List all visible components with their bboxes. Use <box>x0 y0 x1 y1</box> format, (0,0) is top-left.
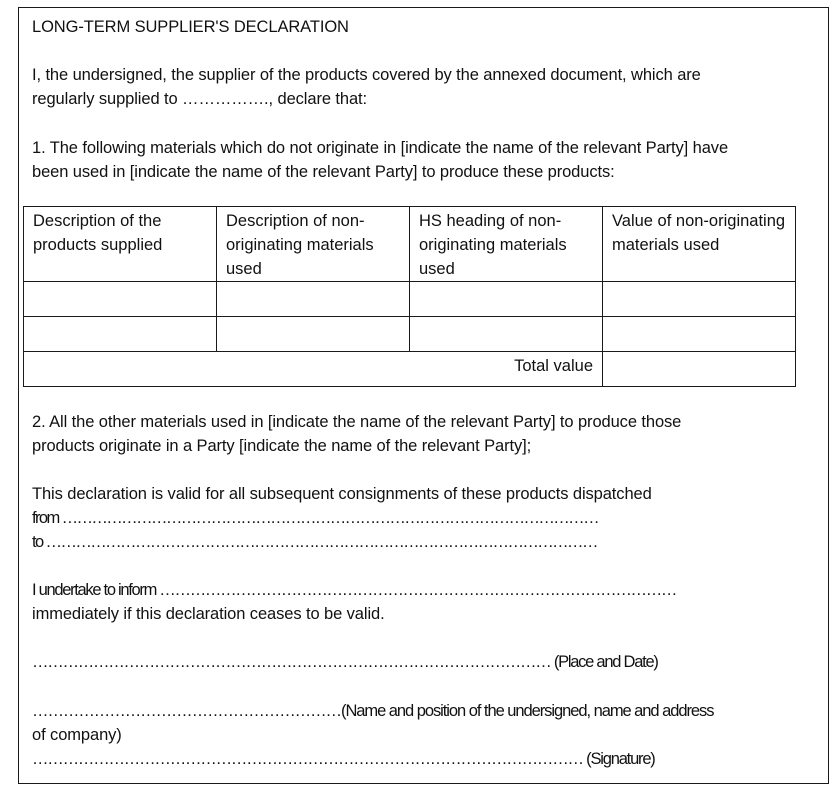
clause1-text-line2: been used in [indicate the name of the relevant Party] to produce these products: <box>32 163 615 181</box>
table-cell[interactable] <box>217 317 410 352</box>
inform-recipient-field[interactable]: I undertake to inform ………………………………………………………………………………………… <box>32 581 677 599</box>
materials-table <box>23 206 796 387</box>
table-cell[interactable] <box>603 317 796 352</box>
undertake-text: immediately if this declaration ceases to be valid. <box>32 605 385 623</box>
name-position-text: of company) <box>32 726 122 744</box>
header-hs-heading: HS heading of non-originating materials used <box>410 207 603 282</box>
intro-text-line2: regularly supplied to ……………., declare that: <box>32 90 368 108</box>
place-and-date-field[interactable]: ………………………………………………………………………………………… (Place and Date) <box>32 653 658 671</box>
clause2-text-line1: 2. All the other materials used in [indicate the name of the relevant Party] to produce those <box>32 413 682 431</box>
to-date-field[interactable]: to ………………………………………………………………………………………………… <box>32 533 597 551</box>
document-title: LONG-TERM SUPPLIER'S DECLARATION <box>32 18 349 36</box>
clause2-text-line2: products originate in a Party [indicate the name of the relevant Party]; <box>32 437 532 455</box>
table-cell[interactable] <box>24 317 217 352</box>
table-header-row <box>24 207 796 282</box>
table-cell[interactable] <box>410 282 603 317</box>
total-value-label: Total value <box>24 352 603 387</box>
total-value-cell[interactable] <box>603 352 796 387</box>
table-cell[interactable] <box>410 317 603 352</box>
header-non-originating-description: Description of non-originating materials used <box>217 207 410 282</box>
clause1-text-line1: 1. The following materials which do not originate in [indicate the name of the relevant Party] have <box>32 139 729 157</box>
header-products-supplied: Description of the products supplied <box>24 207 217 282</box>
header-value: Value of non-originating materials used <box>603 207 796 282</box>
table-row <box>24 282 796 317</box>
table-total-row <box>24 352 796 387</box>
table-cell[interactable] <box>24 282 217 317</box>
from-date-field[interactable]: from ……………………………………………………………………………………………… <box>32 509 598 527</box>
table-cell[interactable] <box>217 282 410 317</box>
validity-text: This declaration is valid for all subsequent consignments of these products dispatched <box>32 485 652 503</box>
signature-field[interactable]: ……………………………………………………………………………………………… (Signature) <box>32 750 655 768</box>
name-position-field[interactable]: ……………………………………………………(Name and position of the undersigned, name and address <box>32 702 714 720</box>
table-cell[interactable] <box>603 282 796 317</box>
table-row <box>24 317 796 352</box>
intro-text-line1: I, the undersigned, the supplier of the products covered by the annexed document, which are <box>32 66 701 84</box>
